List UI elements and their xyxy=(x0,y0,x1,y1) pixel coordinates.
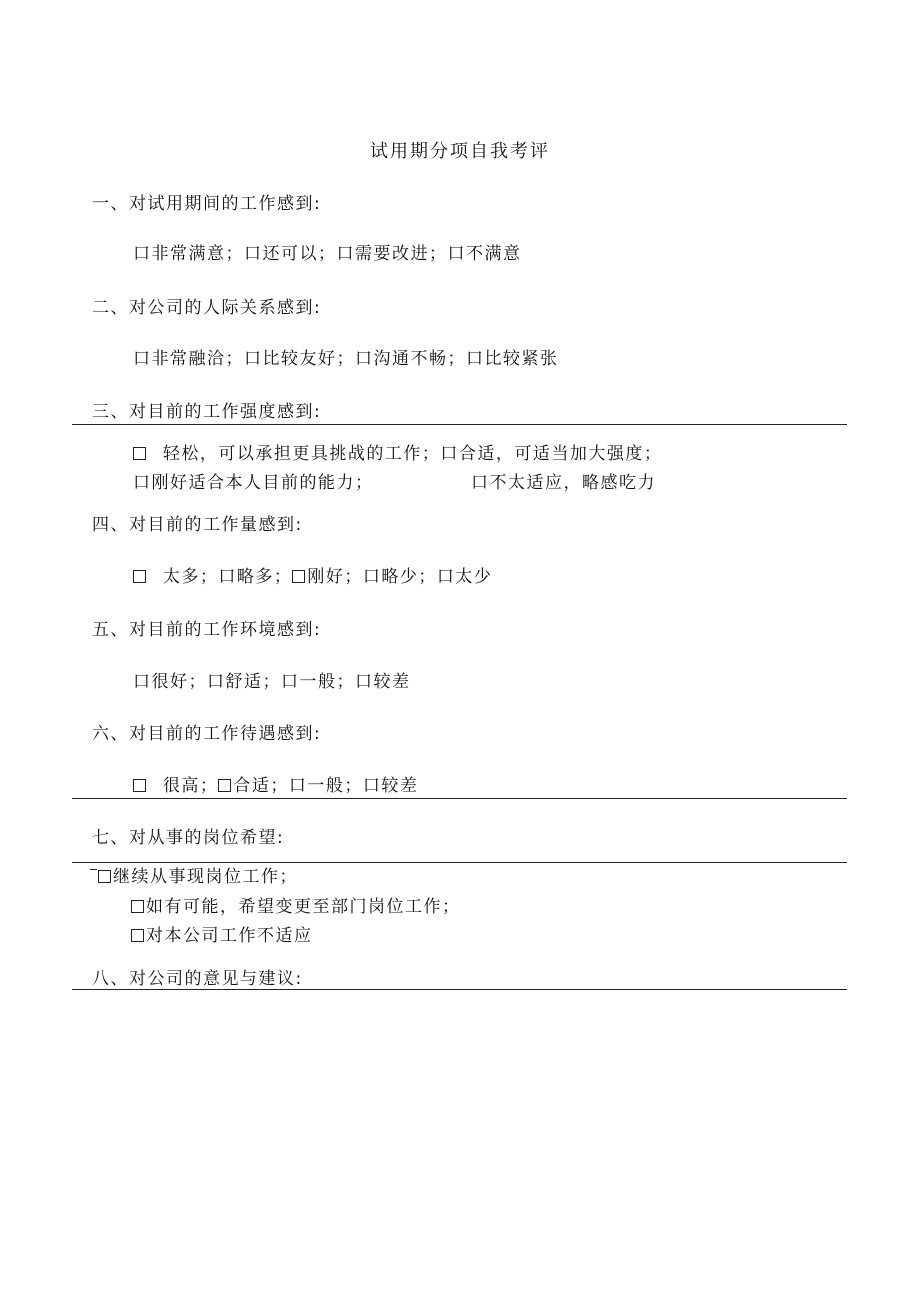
section-7-option-unfit[interactable] xyxy=(131,925,313,947)
section-7-option-continue[interactable] xyxy=(90,866,298,888)
section-6-heading: 六、对目前的工作待遇感到: xyxy=(92,724,322,744)
checkbox-icon[interactable] xyxy=(98,870,111,883)
section-7-option-b-text: 如有可能，希望变更至部门岗位工作； xyxy=(146,897,461,917)
checkbox-icon[interactable] xyxy=(133,779,146,792)
divider-line xyxy=(72,424,847,425)
section-3-option-capable[interactable]: 口刚好适合本人目前的能力； xyxy=(133,473,374,493)
section-5-options[interactable]: 口很好；口舒适；口一般；口较差 xyxy=(133,672,411,692)
checkbox-icon[interactable] xyxy=(133,447,146,460)
section-6-option-text-b: 合适；口一般；口较差 xyxy=(233,776,419,796)
page-title: 试用期分项自我考评 xyxy=(370,141,550,162)
checkbox-icon[interactable] xyxy=(133,570,146,583)
section-6-option-text-a: 很高； xyxy=(162,776,219,796)
section-3-heading: 三、对目前的工作强度感到: xyxy=(92,402,322,422)
section-7-option-c-text: 对本公司工作不适应 xyxy=(146,926,313,946)
section-5-heading: 五、对目前的工作环境感到: xyxy=(92,620,322,640)
checkbox-icon[interactable] xyxy=(131,929,144,942)
section-8-heading: 八、对公司的意见与建议: xyxy=(92,969,303,989)
divider-line xyxy=(72,862,847,863)
section-4-option-text-a: 太多；口略多； xyxy=(162,567,293,587)
section-6-options[interactable] xyxy=(133,775,418,797)
section-3-option-struggling[interactable]: 口不太适应，略感吃力 xyxy=(471,473,656,493)
divider-line xyxy=(72,989,847,990)
section-2-heading: 二、对公司的人际关系感到: xyxy=(92,298,322,318)
section-2-options[interactable]: 口非常融洽；口比较友好；口沟通不畅；口比较紧张 xyxy=(133,349,559,369)
section-7-option-transfer[interactable] xyxy=(131,896,461,918)
section-3-option-text: 轻松，可以承担更具挑战的工作；口合适，可适当加大强度； xyxy=(162,444,663,464)
section-1-options[interactable]: 口非常满意；口还可以；口需要改进；口不满意 xyxy=(133,244,522,264)
tick-mark-icon xyxy=(90,869,97,870)
checkbox-icon[interactable] xyxy=(131,900,144,913)
checkbox-icon[interactable] xyxy=(292,570,305,583)
divider-line xyxy=(72,798,847,799)
section-7-option-a-text: 继续从事现岗位工作； xyxy=(113,867,298,887)
checkbox-icon[interactable] xyxy=(218,779,231,792)
section-4-heading: 四、对目前的工作量感到: xyxy=(92,515,303,535)
section-4-option-text-b: 刚好；口略少；口太少 xyxy=(307,567,493,587)
section-7-heading: 七、对从事的岗位希望: xyxy=(92,828,285,848)
section-4-options[interactable] xyxy=(133,566,492,588)
section-1-heading: 一、对试用期间的工作感到: xyxy=(92,194,322,214)
section-3-options-row-1[interactable] xyxy=(133,443,662,465)
